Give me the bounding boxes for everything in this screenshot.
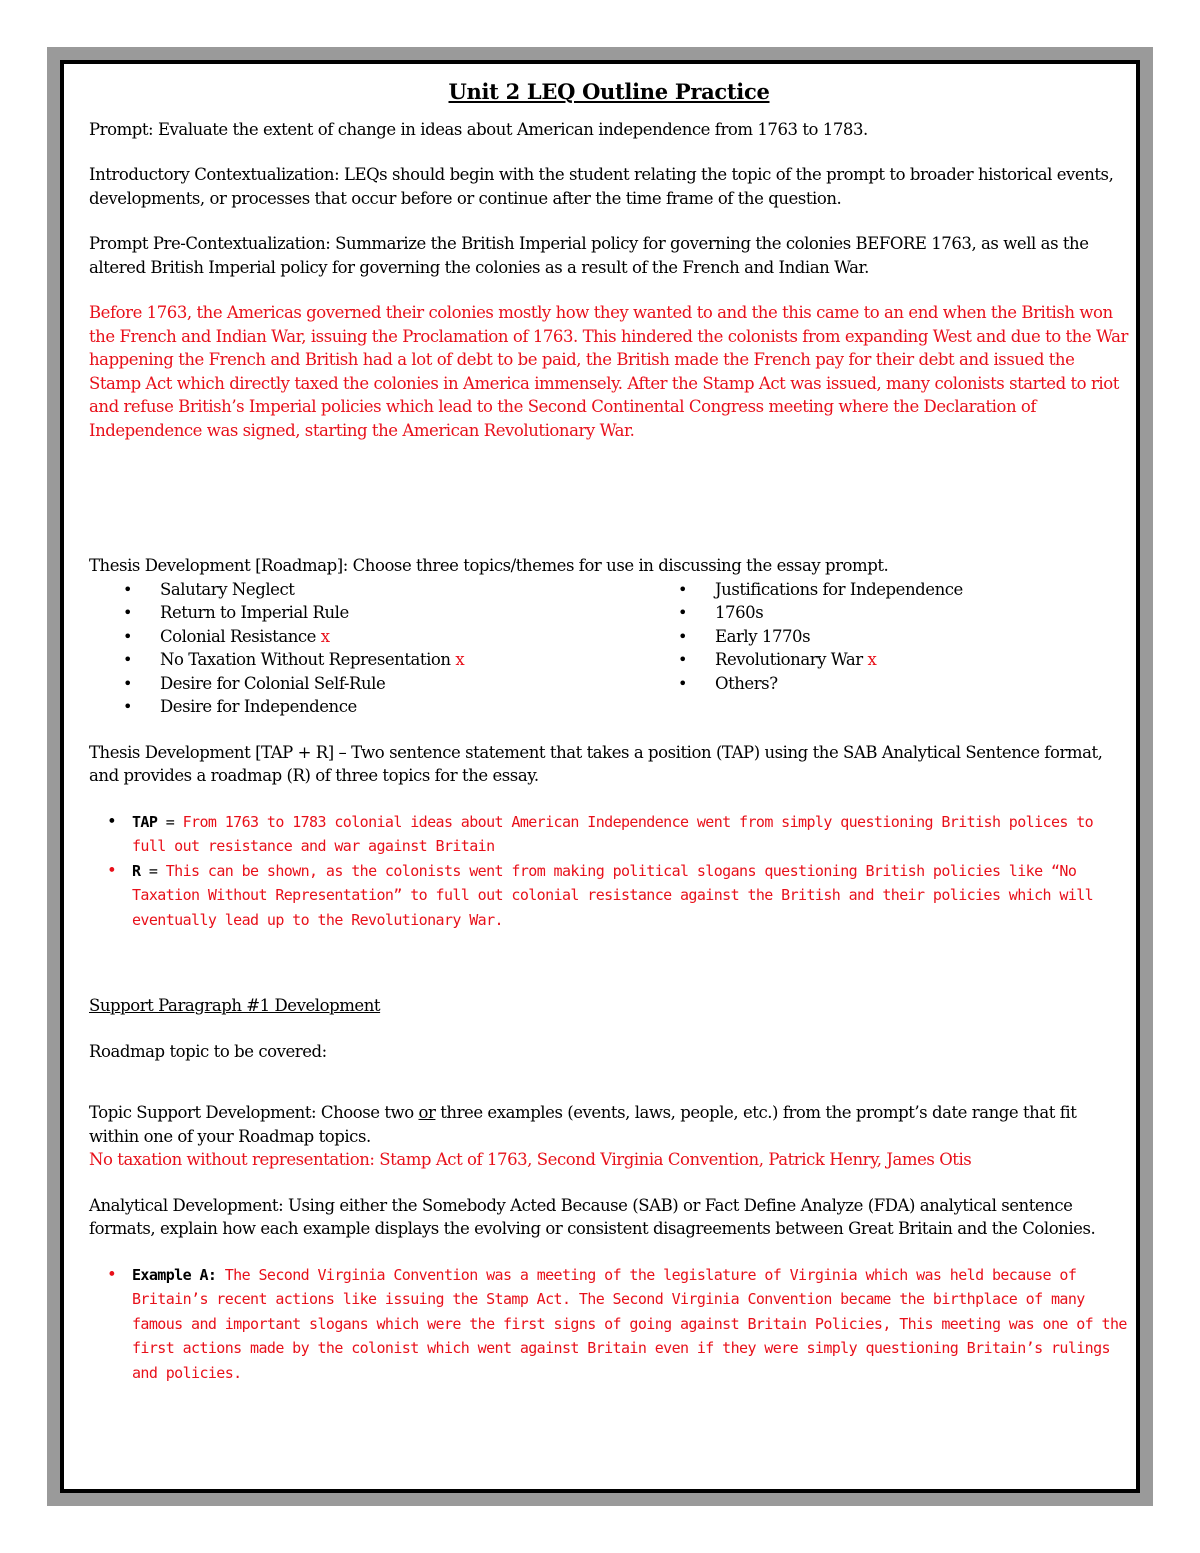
pre-context-answer: Before 1763, the Americas governed their colonies mostly how they wanted to and the this came to an end when the British won the French and Indian War, issuing the Proclamation of 1763. This hindered the colonists from expanding West and due to the War happening the French and British had a lot of debt to be paid, the British made the French pay for their debt and issued the Stamp Act which directly taxed the colonies in America immensely. After the Stamp Act was issued, many colonists started to riot and refuse British’s Imperial policies which lead to the Second Continental Congress meeting where the Declaration of Independence was signed, starting the American Revolutionary War. xyxy=(89,303,1128,440)
topic-text: Return to Imperial Rule xyxy=(160,603,349,622)
document-content xyxy=(89,80,1129,1385)
pre-context-label: Prompt Pre-Contextualization: xyxy=(89,234,331,253)
topic-text: Justifications for Independence xyxy=(715,579,963,599)
prompt-paragraph xyxy=(89,118,1129,142)
example-a-label: Example A: xyxy=(132,1265,217,1284)
topic-text: Desire for Independence xyxy=(160,697,357,716)
roadmap-topic-item xyxy=(89,625,644,649)
intro-context-label: Introductory Contextualization: xyxy=(89,165,340,184)
r-label: R xyxy=(132,861,141,880)
topic-support-text: three examples (events, laws, people, etc.) from the prompt’s date range that fit within one of your Roadmap topics. xyxy=(89,1103,1077,1146)
topic-text: Early 1770s xyxy=(715,626,811,646)
tap-r-text: – Two sentence statement that takes a position (TAP) using the SAB Analytical Sentence format, and provides a roadmap (R) of three topics for the essay. xyxy=(89,742,1103,785)
prompt-label: Prompt: xyxy=(89,119,154,139)
topic-text: 1760s xyxy=(715,603,764,622)
roadmap-topic-item xyxy=(89,648,644,672)
support-heading: Support Paragraph #1 Development xyxy=(89,996,381,1015)
roadmap-label: Thesis Development [Roadmap]: xyxy=(89,556,348,575)
topic-text: No Taxation Without Representation xyxy=(160,650,456,669)
intro-context-text: LEQs should begin with the student relating the topic of the prompt to broader historical events, developments, or processes that occur before or continue after the time frame of the question. xyxy=(89,165,1114,208)
topic-text: Colonial Resistance xyxy=(160,626,321,646)
topic-text: Others? xyxy=(715,673,778,693)
topic-support-label: Topic Support Development: xyxy=(89,1103,317,1122)
topic-support-answer: No taxation without representation: Stamp Act of 1763, Second Virginia Convention, Patrick Henry, James Otis xyxy=(89,1150,972,1169)
analytical-paragraph xyxy=(89,1194,1129,1241)
pre-context-paragraph xyxy=(89,232,1129,279)
bullet-icon: • xyxy=(107,811,117,831)
roadmap-topic-item xyxy=(644,601,963,625)
topic-support-text: Choose two xyxy=(316,1103,419,1122)
thesis-list xyxy=(89,810,1129,933)
prompt-text: Evaluate the extent of change in ideas about American independence from 1763 to 1783. xyxy=(153,119,868,139)
tap-r-paragraph xyxy=(89,741,1129,788)
roadmap-topic-item xyxy=(644,578,963,602)
or-underlined: or xyxy=(418,1103,436,1122)
example-a-item xyxy=(89,1263,1129,1386)
topic-support-paragraph xyxy=(89,1101,1129,1148)
pre-context-text: Summarize the British Imperial policy for governing the colonies BEFORE 1763, as well as the altered British Imperial policy for governing the colonies as a result of the French and Indian War. xyxy=(89,234,1089,277)
topic-text: Desire for Colonial Self-Rule xyxy=(160,673,386,693)
roadmap-topic-item xyxy=(644,672,963,696)
analytical-label: Analytical Development: xyxy=(89,1195,284,1215)
topic-selected-mark: x xyxy=(867,650,877,669)
roadmap-topic-item xyxy=(89,672,644,696)
topic-selected-mark: x xyxy=(455,650,465,669)
analytical-text: Using either the Somebody Acted Because (SAB) or Fact Define Analyze (FDA) analytical sentence formats, explain how each example displays the evolving or consistent disagreements between Great Britain and the Colonies. xyxy=(89,1195,1096,1238)
example-a-text: The Second Virginia Convention was a meeting of the legislature of Virginia which was held because of Britain’s recent actions like issuing the Stamp Act. The Second Virginia Convention became the birthplace of many famous and important slogans which were the first signs of going against Britain Policies, This meeting was one of the first actions made by the colonist which went against Britain even if they were simply questioning Britain’s rulings and policies. xyxy=(132,1265,1127,1382)
r-text: This can be shown, as the colonists went from making political slogans questioning British policies like “No Taxation Without Representation” to full out colonial resistance against the British and their policies which will eventually lead up to the Revolutionary War. xyxy=(132,861,1094,929)
roadmap-topic-item xyxy=(89,695,644,719)
tap-text: From 1763 to 1783 colonial ideas about American Independence went from simply questioning British polices to full out resistance and war against Britain xyxy=(132,812,1094,855)
roadmap-topic-item xyxy=(644,648,963,672)
roadmap-topic-item xyxy=(89,578,644,602)
topic-text: Revolutionary War xyxy=(715,650,868,669)
bullet-icon: • xyxy=(107,1264,117,1284)
topic-text: Salutary Neglect xyxy=(160,579,295,599)
roadmap-text: Choose three topics/themes for use in discussing the essay prompt. xyxy=(347,556,889,575)
example-list xyxy=(89,1263,1129,1386)
blank-space xyxy=(89,1063,1129,1101)
roadmap-topic-item xyxy=(644,625,963,649)
topic-selected-mark: x xyxy=(320,626,330,646)
roadmap-topics-left xyxy=(89,578,644,719)
roadmap-topic-columns xyxy=(89,578,1129,719)
bullet-icon: • xyxy=(107,860,117,880)
roadmap-topics-right xyxy=(644,578,963,719)
tap-r-label: Thesis Development [TAP + R] xyxy=(89,742,334,762)
r-item: • R = This can be shown, as the colonists went from making political slogans questioning British policies like “No Taxation Without Representation” to full out colonial resistance against the British and their policies which will eventually lead up to the Revolutionary War. xyxy=(107,860,1094,929)
tap-label: TAP xyxy=(132,812,158,831)
roadmap-topic-item xyxy=(89,601,644,625)
tap-item: • TAP = From 1763 to 1783 colonial ideas about American Independence went from simply questioning British polices to full out resistance and war against Britain xyxy=(107,811,1094,855)
blank-space xyxy=(89,442,1129,554)
blank-space xyxy=(89,932,1129,994)
roadmap-topic-label: Roadmap topic to be covered: xyxy=(89,1041,327,1061)
intro-context-paragraph xyxy=(89,163,1129,210)
document-title: Unit 2 LEQ Outline Practice xyxy=(448,79,770,104)
roadmap-paragraph xyxy=(89,554,1129,578)
